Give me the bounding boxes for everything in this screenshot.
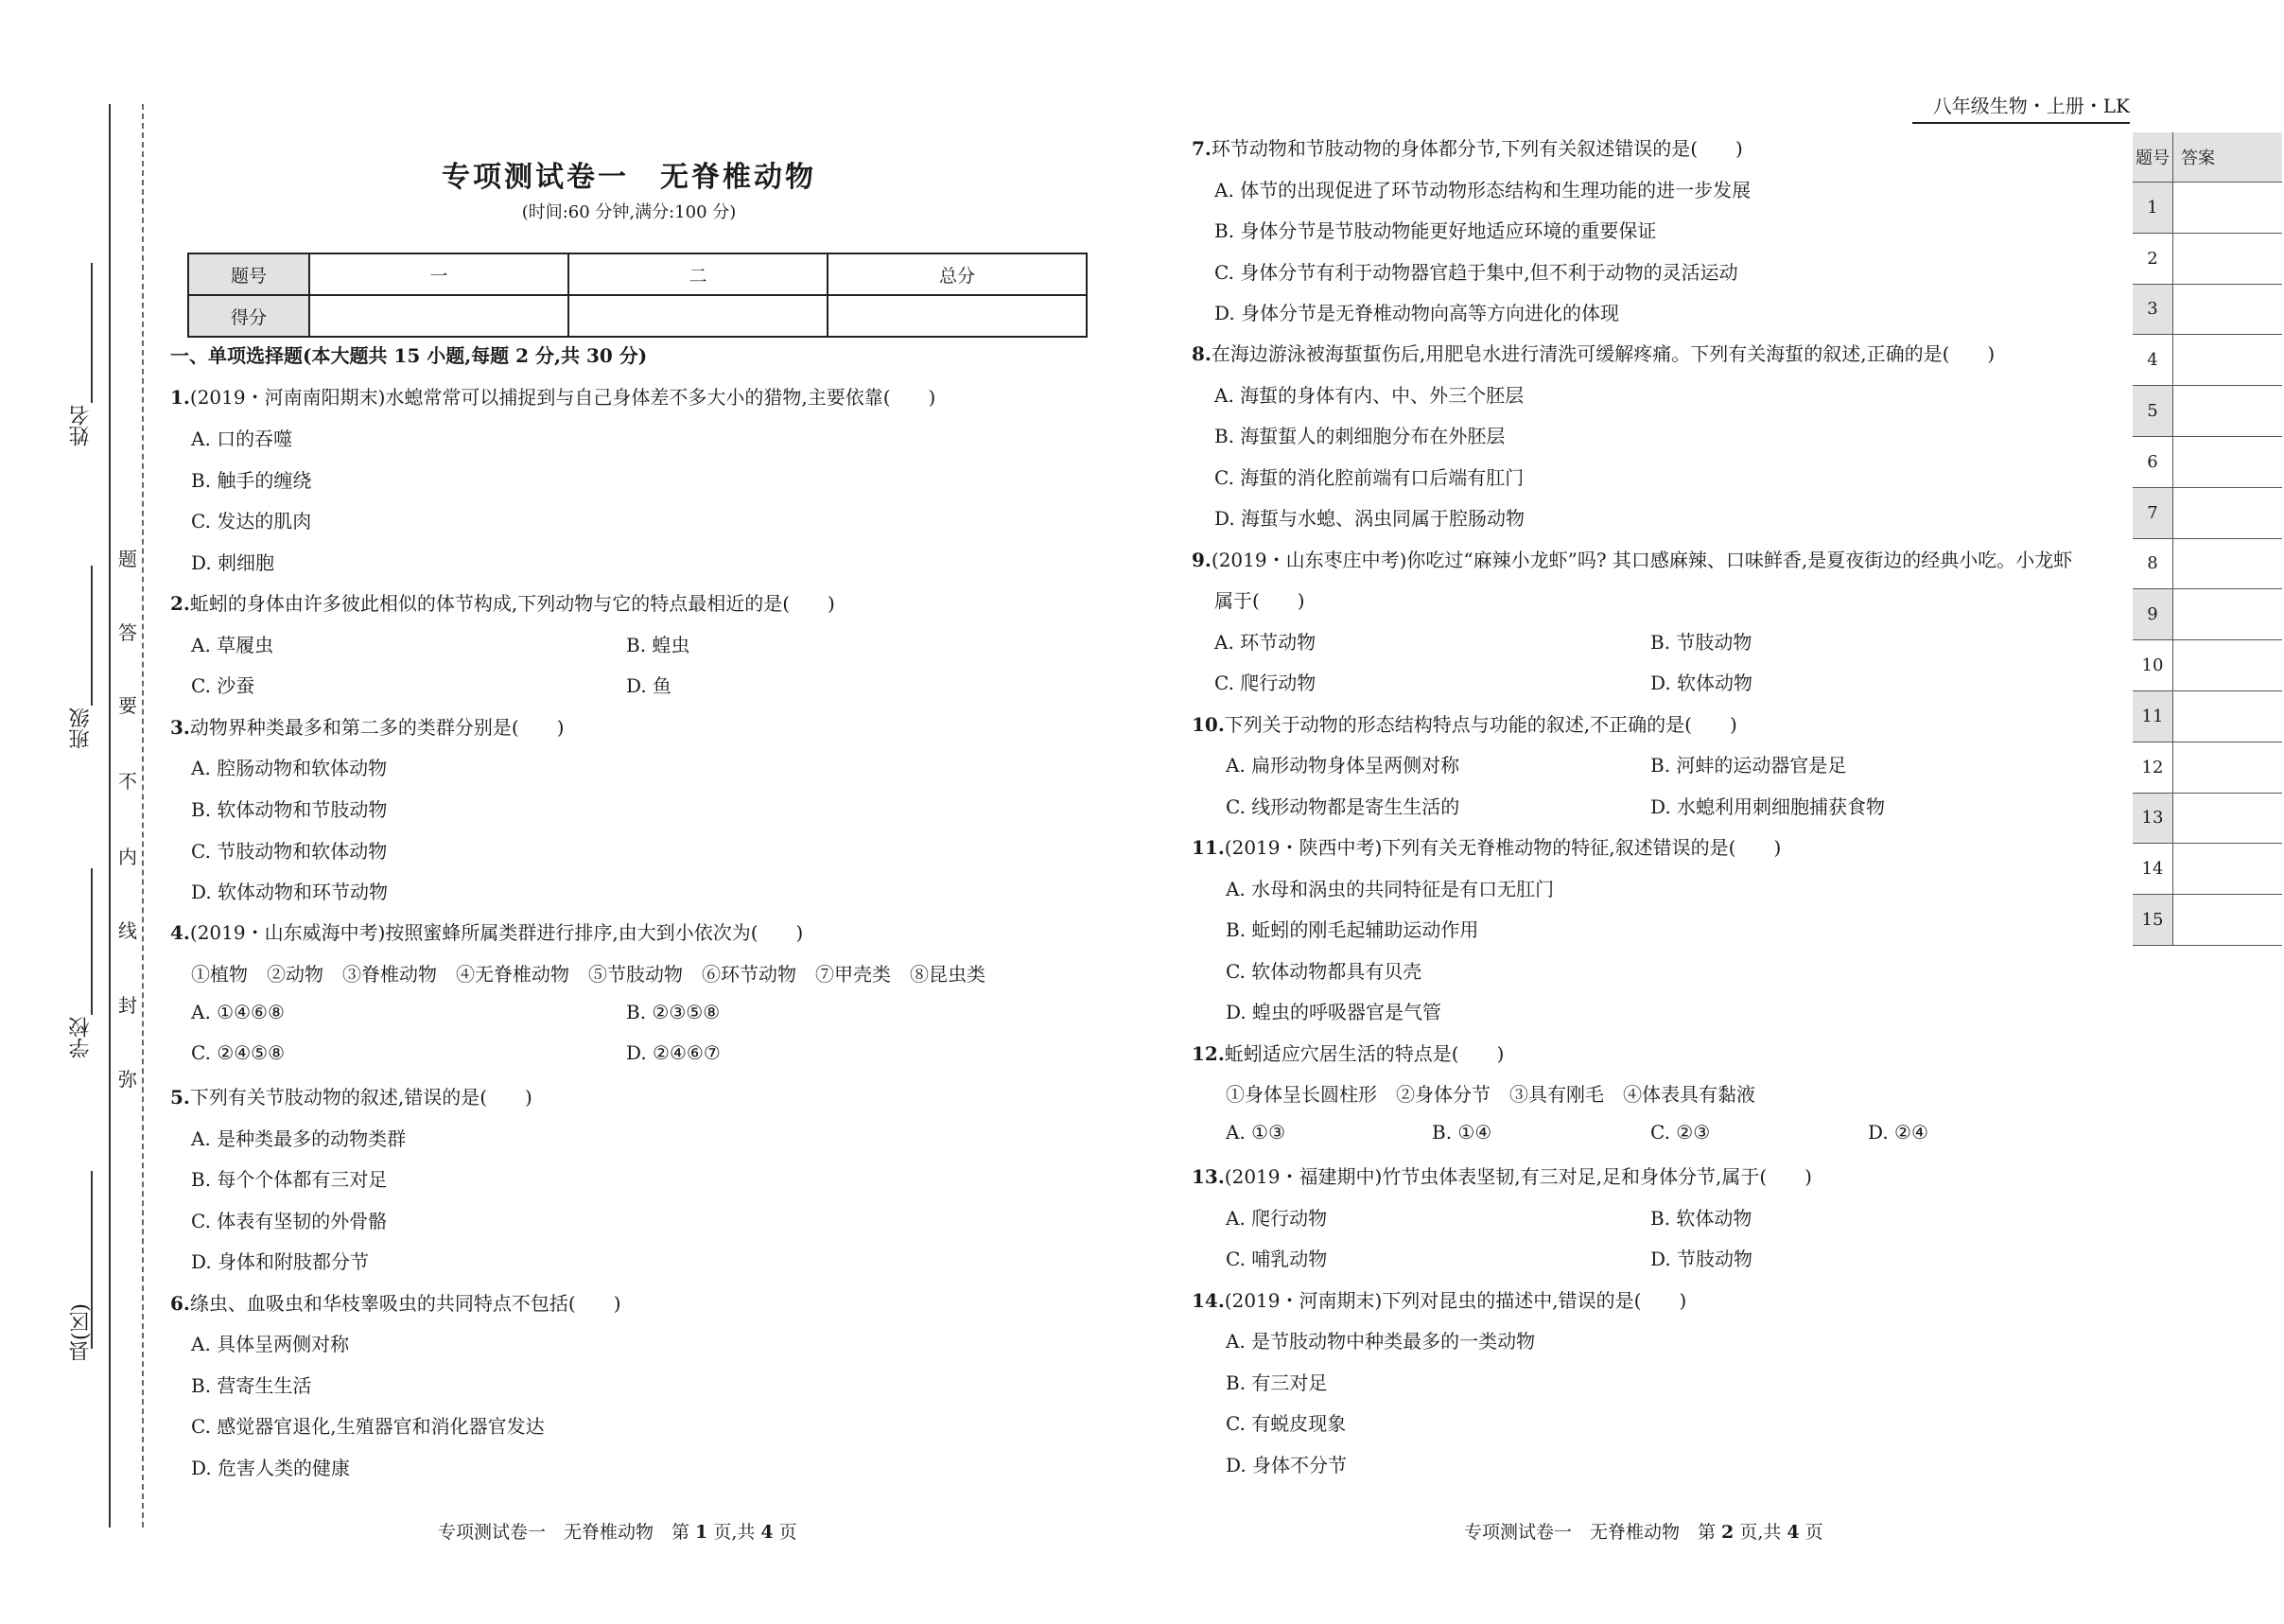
answer-row-number: 13 (2133, 793, 2173, 844)
answer-cell[interactable] (2173, 895, 2283, 946)
question-10 (1192, 709, 1737, 737)
answer-column-header-num: 题号 (2133, 132, 2173, 183)
option[interactable]: C. 软体动物都具有贝壳 (1226, 960, 1422, 983)
option[interactable]: A. 具体呈两侧对称 (191, 1333, 350, 1355)
answer-cell[interactable] (2173, 742, 2283, 793)
question-text: 蚯蚓的身体由许多彼此相似的体节构成,下列动物与它的特点最相近的是( ) (189, 592, 835, 615)
question-text: 下列关于动物的形态结构特点与功能的叙述,不正确的是( ) (1224, 713, 1737, 736)
seal-char: 答 (118, 621, 137, 644)
question-number: 14. (1192, 1289, 1225, 1312)
option[interactable]: D. 身体分节是无脊椎动物向高等方向进化的体现 (1214, 302, 1620, 324)
option[interactable]: B. 软体动物 (1650, 1207, 1752, 1230)
seal-char: 封 (118, 994, 137, 1017)
answer-row-number: 10 (2133, 640, 2173, 691)
question-number: 5. (170, 1086, 190, 1109)
question-number: 11. (1192, 836, 1225, 859)
footer-text: 页 (1799, 1522, 1823, 1543)
name-field-line (91, 263, 93, 403)
answer-cell[interactable] (2173, 233, 2283, 284)
option[interactable]: D. 海蜇与水螅、涡虫同属于腔肠动物 (1214, 507, 1526, 530)
score-table-header: 得分 (188, 295, 309, 337)
footer-text: 页 (773, 1522, 797, 1543)
answer-cell[interactable] (2173, 589, 2283, 640)
question-12 (1192, 1039, 1504, 1066)
option[interactable]: C. 有蜕皮现象 (1226, 1412, 1347, 1435)
question-text: 下列有关节肢动物的叙述,错误的是( ) (189, 1086, 532, 1109)
option[interactable]: D. ②④⑥⑦ (626, 1041, 721, 1064)
option[interactable]: C. 发达的肌肉 (191, 510, 312, 533)
option[interactable]: C. 沙蚕 (191, 674, 255, 697)
option[interactable]: B. 节肢动物 (1650, 631, 1752, 654)
option[interactable]: D. 鱼 (626, 674, 672, 697)
page-title: 专项测试卷一 无脊椎动物 (442, 161, 816, 194)
answer-row-number: 3 (2133, 284, 2173, 335)
answer-cell[interactable] (2173, 436, 2283, 487)
footer-page-number: 1 (695, 1522, 708, 1543)
option[interactable]: B. 软体动物和节肢动物 (191, 798, 388, 821)
score-table-col: 二 (568, 253, 828, 295)
question-number: 10. (1192, 713, 1225, 736)
footer-total-pages: 4 (1787, 1522, 1800, 1543)
option[interactable]: A. 爬行动物 (1226, 1207, 1328, 1230)
answer-cell[interactable] (2173, 793, 2283, 844)
page-footer (1464, 1518, 1823, 1544)
page-subtitle: (时间:60 分钟,满分:100 分) (521, 202, 737, 222)
answer-cell[interactable] (2173, 335, 2283, 386)
option[interactable]: B. 蚯蚓的刚毛起辅助运动作用 (1226, 918, 1479, 941)
footer-text: 页,共 (707, 1522, 761, 1543)
question-text: (2019・河南南阳期末)水螅常常可以捕捉到与自己身体差不多大小的猎物,主要依靠( ) (189, 386, 936, 409)
answer-row-number: 14 (2133, 844, 2173, 895)
answer-cell[interactable] (2173, 538, 2283, 589)
score-table (187, 253, 1088, 338)
answer-row-number: 7 (2133, 487, 2173, 538)
option[interactable]: C. 节肢动物和软体动物 (191, 840, 388, 863)
question-text: (2019・河南期末)下列对昆虫的描述中,错误的是( ) (1224, 1289, 1687, 1312)
answer-cell[interactable] (2173, 183, 2283, 234)
class-field-label: 班级 (69, 707, 93, 749)
question-4 (170, 917, 803, 945)
seal-char: 线 (118, 919, 137, 942)
question-number: 3. (170, 716, 190, 739)
question-text: (2019・陕西中考)下列有关无脊椎动物的特征,叙述错误的是( ) (1224, 836, 1782, 859)
footer-text: 专项测试卷一 无脊椎动物 第 (438, 1522, 696, 1543)
score-cell[interactable] (828, 295, 1087, 337)
question-14 (1192, 1285, 1686, 1313)
option[interactable]: B. 海蜇蜇人的刺细胞分布在外胚层 (1214, 425, 1506, 447)
question-text: 绦虫、血吸虫和华枝睾吸虫的共同特点不包括( ) (189, 1292, 621, 1315)
option[interactable]: A. 水母和涡虫的共同特征是有口无肛门 (1226, 878, 1555, 900)
answer-cell[interactable] (2173, 690, 2283, 742)
question-number: 8. (1192, 342, 1212, 365)
answer-row-number: 11 (2133, 690, 2173, 742)
option[interactable]: D. 身体和附肢都分节 (191, 1250, 370, 1273)
running-header: 八年级生物・上册・LK (1912, 91, 2130, 124)
answer-cell[interactable] (2173, 844, 2283, 895)
answer-cell[interactable] (2173, 640, 2283, 691)
option[interactable]: B. 有三对足 (1226, 1371, 1328, 1394)
option[interactable]: C. ②④⑤⑧ (191, 1041, 286, 1064)
option[interactable]: D. 软体动物和环节动物 (191, 881, 389, 903)
score-cell[interactable] (309, 295, 568, 337)
option[interactable]: C. 线形动物都是寄生生活的 (1226, 795, 1460, 818)
option[interactable]: D. 软体动物 (1650, 672, 1753, 694)
question-number: 13. (1192, 1165, 1225, 1188)
seal-char: 弥 (118, 1068, 137, 1091)
section-title: 一、单项选择题(本大题共 15 小题,每题 2 分,共 30 分) (170, 344, 648, 367)
question-text: (2019・山东威海中考)按照蜜蜂所属类群进行排序,由大到小依次为( ) (189, 921, 804, 944)
question-3 (170, 712, 565, 740)
answer-row-number: 6 (2133, 436, 2173, 487)
option[interactable]: D. 蝗虫的呼吸器官是气管 (1226, 1001, 1442, 1023)
option[interactable]: B. 触手的缠绕 (191, 469, 312, 492)
answer-cell[interactable] (2173, 284, 2283, 335)
footer-text: 页,共 (1734, 1522, 1787, 1543)
option[interactable]: A. 腔肠动物和软体动物 (191, 757, 388, 779)
question-11 (1192, 832, 1781, 860)
question-text: 动物界种类最多和第二多的类群分别是( ) (189, 716, 565, 739)
question-number: 12. (1192, 1042, 1225, 1065)
answer-row-number: 1 (2133, 183, 2173, 234)
answer-row-number: 4 (2133, 335, 2173, 386)
seal-char: 要 (118, 694, 137, 717)
question-6 (170, 1288, 621, 1316)
option[interactable]: A. 环节动物 (1214, 631, 1316, 654)
option[interactable]: D. 身体不分节 (1226, 1454, 1348, 1476)
footer-text: 专项测试卷一 无脊椎动物 第 (1464, 1522, 1722, 1543)
answer-column (2133, 132, 2282, 946)
question-items: ①身体呈长圆柱形 ②身体分节 ③具有刚毛 ④体表具有黏液 (1226, 1083, 1755, 1106)
option[interactable]: A. 扁形动物身体呈两侧对称 (1226, 754, 1460, 777)
question-number: 2. (170, 592, 190, 615)
option[interactable]: A. 是节肢动物中种类最多的一类动物 (1226, 1330, 1536, 1353)
option[interactable]: B. ②③⑤⑧ (626, 1001, 721, 1023)
score-table-col: 一 (309, 253, 568, 295)
option[interactable]: C. ②③ (1650, 1121, 1711, 1144)
option[interactable]: B. 营寄生生活 (191, 1374, 312, 1397)
question-text-continued: 属于( ) (1214, 589, 1305, 612)
option[interactable]: D. ②④ (1868, 1121, 1928, 1144)
option[interactable]: A. ①④⑥⑧ (191, 1001, 285, 1023)
option[interactable]: B. ①④ (1432, 1121, 1492, 1144)
answer-row-number: 8 (2133, 538, 2173, 589)
question-text: (2019・山东枣庄中考)你吃过“麻辣小龙虾”吗? 其口感麻辣、口味鲜香,是夏夜街边的经典小吃。小龙虾 (1211, 549, 2073, 571)
footer-page-number: 2 (1721, 1522, 1735, 1543)
option[interactable]: B. 每个个体都有三对足 (191, 1168, 388, 1191)
option[interactable]: D. 水螅利用刺细胞捕获食物 (1650, 795, 1886, 818)
answer-row-number: 15 (2133, 895, 2173, 946)
question-8 (1192, 339, 1995, 366)
option[interactable]: A. 口的吞噬 (191, 428, 293, 450)
school-field-line (91, 868, 93, 1015)
answer-cell[interactable] (2173, 487, 2283, 538)
score-table-col: 总分 (828, 253, 1087, 295)
question-number: 1. (170, 386, 190, 409)
class-field-line (91, 566, 93, 706)
option[interactable]: B. 身体分节是节肢动物能更好地适应环境的重要保证 (1214, 219, 1657, 242)
option[interactable]: A. 体节的出现促进了环节动物形态结构和生理功能的进一步发展 (1214, 179, 1752, 201)
answer-row-number: 2 (2133, 233, 2173, 284)
binding-solid-line (109, 104, 111, 1528)
option[interactable]: D. 危害人类的健康 (191, 1457, 351, 1479)
question-items: ①植物 ②动物 ③脊椎动物 ④无脊椎动物 ⑤节肢动物 ⑥环节动物 ⑦甲壳类 ⑧昆虫类 (191, 963, 985, 986)
answer-row-number: 12 (2133, 742, 2173, 793)
option[interactable]: B. 蝗虫 (626, 634, 690, 656)
option[interactable]: A. ①③ (1226, 1121, 1286, 1144)
question-number: 6. (170, 1292, 190, 1315)
question-2 (170, 588, 835, 616)
answer-column-header-ans: 答案 (2173, 132, 2283, 183)
question-text: 在海边游泳被海蜇蜇伤后,用肥皂水进行清洗可缓解疼痛。下列有关海蜇的叙述,正确的是( ) (1211, 342, 1996, 365)
option[interactable]: D. 节肢动物 (1650, 1248, 1753, 1270)
option[interactable]: C. 体表有坚韧的外骨骼 (191, 1210, 388, 1232)
question-text: (2019・福建期中)竹节虫体表坚韧,有三对足,足和身体分节,属于( ) (1224, 1165, 1812, 1188)
question-1 (170, 382, 935, 410)
option[interactable]: C. 感觉器官退化,生殖器官和消化器官发达 (191, 1415, 545, 1438)
footer-total-pages: 4 (760, 1522, 774, 1543)
option[interactable]: C. 海蜇的消化腔前端有口后端有肛门 (1214, 466, 1525, 489)
score-table-header: 题号 (188, 253, 309, 295)
name-field-label: 姓名 (69, 405, 93, 446)
school-field-label: 学校 (69, 1017, 93, 1058)
option[interactable]: A. 海蜇的身体有内、中、外三个胚层 (1214, 384, 1525, 407)
option[interactable]: D. 刺细胞 (191, 551, 275, 574)
question-number: 7. (1192, 137, 1212, 160)
question-7 (1192, 133, 1743, 161)
page-footer (438, 1518, 797, 1544)
answer-row-number: 5 (2133, 386, 2173, 437)
option[interactable]: A. 是种类最多的动物类群 (191, 1127, 407, 1150)
question-9 (1192, 545, 2072, 572)
option[interactable]: B. 河蚌的运动器官是足 (1650, 754, 1847, 777)
question-text: 蚯蚓适应穴居生活的特点是( ) (1224, 1042, 1505, 1065)
question-number: 9. (1192, 549, 1212, 571)
option[interactable]: C. 爬行动物 (1214, 672, 1316, 694)
question-13 (1192, 1161, 1812, 1189)
question-number: 4. (170, 921, 190, 944)
question-5 (170, 1082, 532, 1109)
seal-char: 题 (118, 548, 137, 570)
score-cell[interactable] (568, 295, 828, 337)
binding-dashed-line (142, 104, 144, 1528)
seal-char: 内 (118, 846, 137, 868)
seal-char: 不 (118, 770, 137, 793)
question-text: 环节动物和节肢动物的身体都分节,下列有关叙述错误的是( ) (1211, 137, 1743, 160)
answer-cell[interactable] (2173, 386, 2283, 437)
answer-row-number: 9 (2133, 589, 2173, 640)
option[interactable]: C. 身体分节有利于动物器官趋于集中,但不利于动物的灵活运动 (1214, 261, 1738, 284)
option[interactable]: A. 草履虫 (191, 634, 274, 656)
option[interactable]: C. 哺乳动物 (1226, 1248, 1328, 1270)
county-field-label: 县(区) (69, 1303, 93, 1362)
